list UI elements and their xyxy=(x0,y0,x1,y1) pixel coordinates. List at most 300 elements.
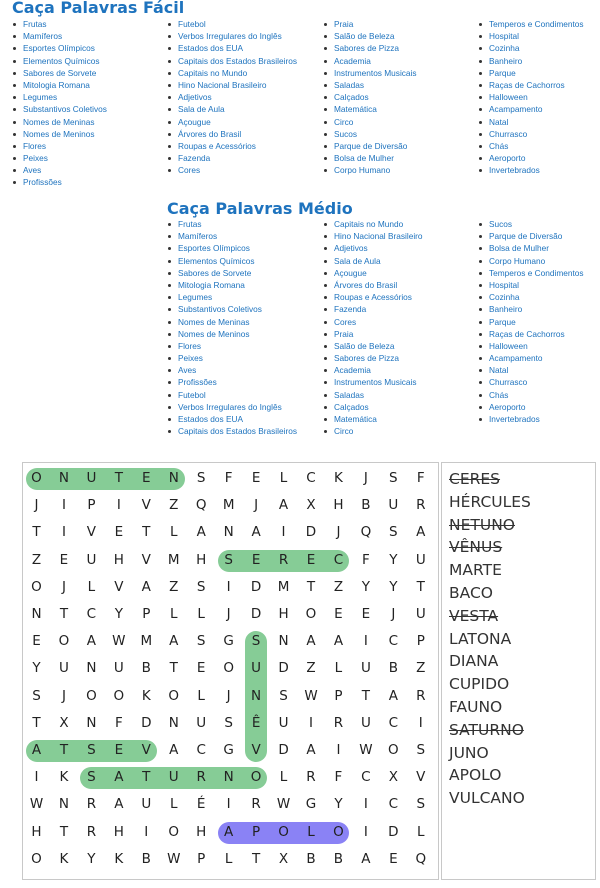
medium-link-flores[interactable]: Flores xyxy=(166,340,297,352)
letter-cell[interactable]: K xyxy=(59,850,69,867)
letter-cell[interactable]: M xyxy=(167,551,180,568)
letter-cell[interactable]: H xyxy=(278,606,289,622)
letter-cell[interactable]: A xyxy=(196,524,206,541)
letter-cell[interactable]: K xyxy=(114,850,124,867)
letter-cell[interactable]: O xyxy=(305,606,317,622)
letter-cell[interactable]: I xyxy=(61,524,66,541)
letter-cell[interactable]: P xyxy=(416,633,425,650)
easy-link-cores[interactable]: Cores xyxy=(166,164,297,176)
medium-link-saladas[interactable]: Saladas xyxy=(322,389,423,401)
letter-cell[interactable]: K xyxy=(334,470,343,486)
easy-link-instrumentos-musicais[interactable]: Instrumentos Musicais xyxy=(322,67,417,79)
letter-cell[interactable]: L xyxy=(417,823,425,840)
letter-cell[interactable]: V xyxy=(141,551,151,568)
letter-cell[interactable]: O xyxy=(58,633,70,650)
medium-link-matematica[interactable]: Matemática xyxy=(322,413,423,425)
letter-cell[interactable]: E xyxy=(334,606,343,622)
letter-cell[interactable]: Q xyxy=(195,497,207,514)
letter-cell[interactable]: L xyxy=(279,769,288,786)
letter-cell[interactable]: U xyxy=(196,714,207,731)
easy-link-parque-de-diversao[interactable]: Parque de Diversão xyxy=(322,140,417,152)
medium-link-natal[interactable]: Natal xyxy=(477,364,584,376)
letter-cell[interactable]: E xyxy=(114,524,124,541)
easy-link-cozinha[interactable]: Cozinha xyxy=(477,42,584,54)
letter-cell[interactable]: W xyxy=(359,742,373,758)
letter-cell[interactable]: H xyxy=(196,551,207,568)
letter-cell[interactable]: J xyxy=(226,606,231,622)
easy-link-adjetivos[interactable]: Adjetivos xyxy=(166,91,297,103)
letter-cell[interactable]: R xyxy=(278,551,289,568)
letter-cell[interactable]: O xyxy=(223,660,234,677)
letter-cell[interactable]: Y xyxy=(87,850,96,867)
easy-link-circo[interactable]: Circo xyxy=(322,116,417,128)
letter-cell[interactable]: U xyxy=(360,660,371,677)
letter-cell[interactable]: J xyxy=(391,606,396,622)
medium-link-circo[interactable]: Circo xyxy=(322,425,423,437)
letter-cell[interactable]: F xyxy=(416,470,425,486)
letter-cell[interactable]: F xyxy=(334,769,343,786)
letter-cell[interactable]: E xyxy=(361,606,371,622)
easy-link-calcados[interactable]: Calçados xyxy=(322,91,417,103)
letter-cell[interactable]: S xyxy=(87,742,96,758)
letter-cell[interactable]: S xyxy=(389,524,398,541)
letter-cell[interactable]: J xyxy=(363,470,368,486)
medium-link-temperos-e-condimentos[interactable]: Temperos e Condimentos xyxy=(477,267,584,279)
easy-link-praia[interactable]: Praia xyxy=(322,18,417,30)
easy-link-capitais-no-mundo[interactable]: Capitais no Mundo xyxy=(166,67,297,79)
letter-cell[interactable]: U xyxy=(360,714,371,731)
medium-link-parque-de-diversao[interactable]: Parque de Diversão xyxy=(477,230,584,242)
letter-cell[interactable]: E xyxy=(306,551,316,568)
letter-cell[interactable]: K xyxy=(59,769,69,786)
letter-cell[interactable]: P xyxy=(334,687,343,704)
letter-cell[interactable]: Y xyxy=(389,578,398,595)
medium-link-banheiro[interactable]: Banheiro xyxy=(477,303,584,315)
easy-link-salao-de-beleza[interactable]: Salão de Beleza xyxy=(322,30,417,42)
letter-cell[interactable]: O xyxy=(31,850,42,867)
letter-cell[interactable]: B xyxy=(141,660,151,677)
letter-cell[interactable]: P xyxy=(197,850,206,867)
letter-cell[interactable]: U xyxy=(86,470,97,486)
letter-cell[interactable]: V xyxy=(416,769,426,786)
letter-cell[interactable]: L xyxy=(87,578,96,595)
medium-link-fazenda[interactable]: Fazenda xyxy=(322,303,423,315)
medium-link-futebol[interactable]: Futebol xyxy=(166,389,297,401)
letter-cell[interactable]: X xyxy=(278,850,289,867)
letter-cell[interactable]: J xyxy=(61,687,66,704)
easy-link-aeroporto[interactable]: Aeroporto xyxy=(477,152,584,164)
letter-cell[interactable]: A xyxy=(278,497,289,514)
letter-cell[interactable]: Y xyxy=(361,578,371,595)
easy-link-bolsa-de-mulher[interactable]: Bolsa de Mulher xyxy=(322,152,417,164)
medium-link-sucos[interactable]: Sucos xyxy=(477,218,584,230)
medium-link-instrumentos-musicais[interactable]: Instrumentos Musicais xyxy=(322,376,423,388)
easy-link-temperos-e-condimentos[interactable]: Temperos e Condimentos xyxy=(477,18,584,30)
medium-link-verbos-irregulares-do-ingles[interactable]: Verbos Irregulares do Inglês xyxy=(166,401,297,413)
medium-link-mitologia-romana[interactable]: Mitologia Romana xyxy=(166,279,297,291)
medium-link-peixes[interactable]: Peixes xyxy=(166,352,297,364)
letter-cell[interactable]: E xyxy=(389,850,398,867)
letter-cell[interactable]: U xyxy=(415,606,426,622)
letter-cell[interactable]: A xyxy=(251,524,261,541)
easy-link-aves[interactable]: Aves xyxy=(11,164,107,176)
easy-link-matematica[interactable]: Matemática xyxy=(322,103,417,115)
medium-link-sabores-de-sorvete[interactable]: Sabores de Sorvete xyxy=(166,267,297,279)
letter-cell[interactable]: A xyxy=(306,633,316,650)
letter-cell[interactable]: E xyxy=(251,551,261,568)
easy-link-banheiro[interactable]: Banheiro xyxy=(477,55,584,67)
letter-cell[interactable]: I xyxy=(309,714,313,731)
letter-cell[interactable]: W xyxy=(167,850,181,867)
letter-cell[interactable]: L xyxy=(169,606,178,622)
easy-link-esportes-olimpicos[interactable]: Esportes Olímpicos xyxy=(11,42,107,54)
letter-cell[interactable]: Q xyxy=(360,524,372,541)
medium-link-esportes-olimpicos[interactable]: Esportes Olímpicos xyxy=(166,242,297,254)
easy-link-frutas[interactable]: Frutas xyxy=(11,18,107,30)
letter-cell[interactable]: T xyxy=(32,714,41,731)
letter-cell[interactable]: N xyxy=(223,524,234,541)
medium-link-nomes-de-meninos[interactable]: Nomes de Meninos xyxy=(166,328,297,340)
medium-link-legumes[interactable]: Legumes xyxy=(166,291,297,303)
medium-link-cozinha[interactable]: Cozinha xyxy=(477,291,584,303)
medium-link-academia[interactable]: Academia xyxy=(322,364,423,376)
letter-cell[interactable]: N xyxy=(278,633,289,650)
easy-link-fazenda[interactable]: Fazenda xyxy=(166,152,297,164)
letter-cell[interactable]: U xyxy=(141,796,152,813)
letter-cell[interactable]: W xyxy=(112,633,126,650)
easy-link-verbos-irregulares-do-ingles[interactable]: Verbos Irregulares do Inglês xyxy=(166,30,297,42)
letter-cell[interactable]: U xyxy=(113,660,124,677)
easy-link-hino-nacional-brasileiro[interactable]: Hino Nacional Brasileiro xyxy=(166,79,297,91)
letter-cell[interactable]: D xyxy=(278,660,289,677)
letter-cell[interactable]: Z xyxy=(333,578,344,595)
letter-cell[interactable]: N xyxy=(223,769,234,786)
medium-link-corpo-humano[interactable]: Corpo Humano xyxy=(477,255,584,267)
letter-cell[interactable]: I xyxy=(226,796,231,813)
letter-cell[interactable]: N xyxy=(251,687,262,704)
letter-cell[interactable]: T xyxy=(306,578,316,595)
letter-cell[interactable]: L xyxy=(307,823,315,840)
easy-link-chas[interactable]: Chás xyxy=(477,140,584,152)
medium-link-salao-de-beleza[interactable]: Salão de Beleza xyxy=(322,340,423,352)
letter-cell[interactable]: V xyxy=(141,497,151,514)
medium-link-acampamento[interactable]: Acampamento xyxy=(477,352,584,364)
letter-cell[interactable]: B xyxy=(388,660,398,677)
easy-link-flores[interactable]: Flores xyxy=(11,140,107,152)
letter-cell[interactable]: R xyxy=(416,497,426,514)
letter-cell[interactable]: D xyxy=(141,714,152,731)
medium-link-nomes-de-meninas[interactable]: Nomes de Meninas xyxy=(166,316,297,328)
letter-cell[interactable]: L xyxy=(197,687,205,704)
letter-cell[interactable]: H xyxy=(113,551,124,568)
letter-cell[interactable]: H xyxy=(333,497,344,514)
letter-cell[interactable]: N xyxy=(58,796,69,813)
easy-link-saladas[interactable]: Saladas xyxy=(322,79,417,91)
medium-link-acougue[interactable]: Açougue xyxy=(322,267,423,279)
letter-cell[interactable]: S xyxy=(196,470,206,486)
easy-link-arvores-do-brasil[interactable]: Árvores do Brasil xyxy=(166,128,297,140)
letter-cell[interactable]: L xyxy=(197,606,205,622)
medium-link-sabores-de-pizza[interactable]: Sabores de Pizza xyxy=(322,352,423,364)
medium-link-substantivos-coletivos[interactable]: Substantivos Coletivos xyxy=(166,303,297,315)
letter-cell[interactable]: Z xyxy=(416,660,426,677)
letter-cell[interactable]: U xyxy=(251,660,262,677)
easy-link-acampamento[interactable]: Acampamento xyxy=(477,103,584,115)
letter-cell[interactable]: A xyxy=(86,633,97,650)
letter-cell[interactable]: T xyxy=(169,660,178,677)
letter-cell[interactable]: D xyxy=(388,823,399,840)
letter-cell[interactable]: G xyxy=(223,633,234,650)
letter-cell[interactable]: S xyxy=(251,633,261,650)
letter-cell[interactable]: Y xyxy=(32,660,41,677)
letter-cell[interactable]: S xyxy=(224,714,233,731)
letter-cell[interactable]: C xyxy=(333,551,344,568)
easy-link-sabores-de-sorvete[interactable]: Sabores de Sorvete xyxy=(11,67,107,79)
easy-link-legumes[interactable]: Legumes xyxy=(11,91,107,103)
medium-link-cores[interactable]: Cores xyxy=(322,316,423,328)
easy-link-racas-de-cachorros[interactable]: Raças de Cachorros xyxy=(477,79,584,91)
letter-cell[interactable]: W xyxy=(276,796,291,813)
letter-cell[interactable]: E xyxy=(114,742,124,758)
letter-cell[interactable]: X xyxy=(59,714,69,731)
letter-cell[interactable]: J xyxy=(226,687,231,704)
letter-cell[interactable]: O xyxy=(31,578,42,595)
medium-link-hino-nacional-brasileiro[interactable]: Hino Nacional Brasileiro xyxy=(322,230,423,242)
letter-cell[interactable]: W xyxy=(29,796,44,813)
letter-cell[interactable]: J xyxy=(336,524,341,541)
letter-cell[interactable]: H xyxy=(31,823,42,840)
medium-link-adjetivos[interactable]: Adjetivos xyxy=(322,242,423,254)
letter-cell[interactable]: M xyxy=(277,578,290,595)
letter-cell[interactable]: É xyxy=(196,796,206,813)
letter-cell[interactable]: P xyxy=(87,497,96,514)
letter-cell[interactable]: A xyxy=(361,850,371,867)
medium-link-elementos-quimicos[interactable]: Elementos Químicos xyxy=(166,255,297,267)
letter-cell[interactable]: O xyxy=(333,823,344,840)
letter-cell[interactable]: I xyxy=(418,714,423,731)
letter-cell[interactable]: Ê xyxy=(251,714,261,731)
letter-cell[interactable]: O xyxy=(388,742,399,758)
easy-link-futebol[interactable]: Futebol xyxy=(166,18,297,30)
easy-link-elementos-quimicos[interactable]: Elementos Químicos xyxy=(11,55,107,67)
letter-cell[interactable]: P xyxy=(142,606,151,622)
letter-cell[interactable]: L xyxy=(169,524,178,541)
letter-cell[interactable]: N xyxy=(86,714,97,731)
letter-cell[interactable]: E xyxy=(32,633,41,650)
letter-cell[interactable]: D xyxy=(305,524,317,541)
easy-link-parque[interactable]: Parque xyxy=(477,67,584,79)
letter-cell[interactable]: Z xyxy=(306,660,316,677)
letter-cell[interactable]: T xyxy=(59,606,69,622)
medium-link-capitais-no-mundo[interactable]: Capitais no Mundo xyxy=(322,218,423,230)
letter-cell[interactable]: A xyxy=(114,769,124,786)
letter-cell[interactable]: A xyxy=(388,687,398,704)
easy-link-hospital[interactable]: Hospital xyxy=(477,30,584,42)
letter-cell[interactable]: D xyxy=(250,606,262,622)
letter-cell[interactable]: H xyxy=(196,823,207,840)
letter-cell[interactable]: S xyxy=(416,796,426,813)
letter-cell[interactable]: C xyxy=(388,796,399,813)
letter-cell[interactable]: R xyxy=(306,769,316,786)
letter-cell[interactable]: L xyxy=(169,796,178,813)
letter-cell[interactable]: I xyxy=(281,524,286,541)
medium-link-calcados[interactable]: Calçados xyxy=(322,401,423,413)
letter-cell[interactable]: A xyxy=(224,823,234,840)
letter-cell[interactable]: Z xyxy=(169,497,179,514)
letter-cell[interactable]: U xyxy=(388,497,399,514)
letter-cell[interactable]: S xyxy=(196,633,206,650)
letter-cell[interactable]: I xyxy=(363,823,368,840)
easy-link-sala-de-aula[interactable]: Sala de Aula xyxy=(166,103,297,115)
letter-cell[interactable]: O xyxy=(86,687,97,704)
easy-link-nomes-de-meninos[interactable]: Nomes de Meninos xyxy=(11,128,107,140)
letter-cell[interactable]: B xyxy=(141,850,151,867)
medium-link-mamiferos[interactable]: Mamíferos xyxy=(166,230,297,242)
medium-link-aves[interactable]: Aves xyxy=(166,364,297,376)
letter-cell[interactable]: E xyxy=(251,470,261,486)
letter-cell[interactable]: I xyxy=(144,823,149,840)
easy-link-churrasco[interactable]: Churrasco xyxy=(477,128,584,140)
letter-cell[interactable]: X xyxy=(306,497,316,514)
letter-cell[interactable]: B xyxy=(333,850,344,867)
letter-cell[interactable]: O xyxy=(31,470,42,486)
letter-cell[interactable]: V xyxy=(114,578,124,595)
letter-cell[interactable]: T xyxy=(59,742,69,758)
letter-cell[interactable]: T xyxy=(142,524,151,541)
letter-cell[interactable]: A xyxy=(416,524,426,541)
letter-cell[interactable]: N xyxy=(58,470,69,486)
medium-link-aeroporto[interactable]: Aeroporto xyxy=(477,401,584,413)
medium-link-sala-de-aula[interactable]: Sala de Aula xyxy=(322,255,423,267)
easy-link-capitais-dos-estados-brasileiros[interactable]: Capitais dos Estados Brasileiros xyxy=(166,55,297,67)
easy-link-academia[interactable]: Academia xyxy=(322,55,417,67)
letter-cell[interactable]: N xyxy=(168,714,179,731)
letter-cell[interactable]: I xyxy=(116,497,121,514)
letter-cell[interactable]: Q xyxy=(415,850,427,867)
easy-link-roupas-e-acessorios[interactable]: Roupas e Acessórios xyxy=(166,140,297,152)
letter-cell[interactable]: U xyxy=(278,714,289,731)
letter-cell[interactable]: M xyxy=(222,497,235,514)
letter-cell[interactable]: L xyxy=(334,660,343,677)
letter-cell[interactable]: L xyxy=(279,470,288,486)
letter-cell[interactable]: E xyxy=(142,470,151,486)
medium-link-estados-dos-eua[interactable]: Estados dos EUA xyxy=(166,413,297,425)
easy-link-corpo-humano[interactable]: Corpo Humano xyxy=(322,164,417,176)
letter-cell[interactable]: A xyxy=(306,742,316,758)
letter-grid[interactable] xyxy=(23,463,438,879)
medium-link-profissoes[interactable]: Profissões xyxy=(166,376,297,388)
letter-cell[interactable]: I xyxy=(34,769,39,786)
letter-cell[interactable]: G xyxy=(305,796,317,813)
letter-cell[interactable]: N xyxy=(86,660,97,677)
letter-cell[interactable]: N xyxy=(168,470,179,486)
letter-cell[interactable]: C xyxy=(86,606,97,622)
letter-cell[interactable]: T xyxy=(114,470,123,486)
letter-cell[interactable]: U xyxy=(58,660,69,677)
medium-link-parque[interactable]: Parque xyxy=(477,316,584,328)
letter-cell[interactable]: H xyxy=(113,823,124,840)
letter-cell[interactable]: D xyxy=(278,742,289,758)
letter-cell[interactable]: Z xyxy=(31,551,42,568)
letter-cell[interactable]: P xyxy=(252,823,261,840)
medium-link-racas-de-cachorros[interactable]: Raças de Cachorros xyxy=(477,328,584,340)
letter-cell[interactable]: C xyxy=(196,742,206,758)
letter-cell[interactable]: J xyxy=(61,578,66,595)
letter-cell[interactable]: U xyxy=(415,551,426,568)
easy-link-halloween[interactable]: Halloween xyxy=(477,91,584,103)
medium-link-bolsa-de-mulher[interactable]: Bolsa de Mulher xyxy=(477,242,584,254)
letter-cell[interactable]: O xyxy=(113,687,125,704)
letter-cell[interactable]: Y xyxy=(389,551,398,568)
letter-cell[interactable]: C xyxy=(361,769,371,786)
letter-cell[interactable]: F xyxy=(114,714,123,731)
letter-cell[interactable]: A xyxy=(31,742,42,758)
letter-cell[interactable]: T xyxy=(361,687,371,704)
letter-cell[interactable]: X xyxy=(388,769,398,786)
letter-cell[interactable]: L xyxy=(224,850,233,867)
letter-cell[interactable]: R xyxy=(196,769,206,786)
letter-cell[interactable]: Y xyxy=(114,606,123,622)
medium-link-capitais-dos-estados-brasileiros[interactable]: Capitais dos Estados Brasileiros xyxy=(166,425,297,437)
letter-cell[interactable]: E xyxy=(196,660,206,677)
medium-link-halloween[interactable]: Halloween xyxy=(477,340,584,352)
letter-cell[interactable]: S xyxy=(87,769,96,786)
letter-cell[interactable]: C xyxy=(306,470,316,486)
letter-cell[interactable]: S xyxy=(32,687,41,704)
letter-cell[interactable]: A xyxy=(114,796,124,813)
letter-cell[interactable]: O xyxy=(168,687,180,704)
medium-link-invertebrados[interactable]: Invertebrados xyxy=(477,413,584,425)
letter-cell[interactable]: T xyxy=(142,769,151,786)
letter-cell[interactable]: J xyxy=(34,497,39,514)
easy-link-mamiferos[interactable]: Mamíferos xyxy=(11,30,107,42)
letter-cell[interactable]: S xyxy=(224,551,233,568)
medium-link-praia[interactable]: Praia xyxy=(322,328,423,340)
letter-cell[interactable]: A xyxy=(333,633,344,650)
easy-link-mitologia-romana[interactable]: Mitologia Romana xyxy=(11,79,107,91)
easy-link-estados-dos-eua[interactable]: Estados dos EUA xyxy=(166,42,297,54)
letter-cell[interactable]: A xyxy=(169,742,179,758)
letter-cell[interactable]: O xyxy=(278,823,289,840)
easy-link-profissoes[interactable]: Profissões xyxy=(11,176,107,188)
letter-cell[interactable]: W xyxy=(304,687,318,704)
letter-cell[interactable]: S xyxy=(416,742,426,758)
medium-link-chas[interactable]: Chás xyxy=(477,389,584,401)
letter-cell[interactable]: S xyxy=(279,687,288,704)
letter-cell[interactable]: A xyxy=(169,633,179,650)
letter-cell[interactable]: G xyxy=(223,742,234,758)
letter-cell[interactable]: S xyxy=(196,578,206,595)
medium-link-roupas-e-acessorios[interactable]: Roupas e Acessórios xyxy=(322,291,423,303)
letter-cell[interactable]: B xyxy=(361,497,371,514)
letter-cell[interactable]: F xyxy=(362,551,370,568)
letter-cell[interactable]: V xyxy=(86,524,97,541)
letter-cell[interactable]: K xyxy=(141,687,151,704)
letter-cell[interactable]: R xyxy=(416,687,426,704)
letter-cell[interactable]: V xyxy=(251,742,261,758)
easy-link-acougue[interactable]: Açougue xyxy=(166,116,297,128)
letter-cell[interactable]: T xyxy=(32,524,41,541)
letter-cell[interactable]: T xyxy=(416,578,425,595)
easy-link-sabores-de-pizza[interactable]: Sabores de Pizza xyxy=(322,42,417,54)
letter-cell[interactable]: T xyxy=(59,823,69,840)
letter-cell[interactable]: N xyxy=(31,606,42,622)
letter-cell[interactable]: I xyxy=(61,497,66,514)
letter-cell[interactable]: C xyxy=(388,633,399,650)
easy-link-natal[interactable]: Natal xyxy=(477,116,584,128)
letter-cell[interactable]: I xyxy=(226,578,231,595)
medium-link-arvores-do-brasil[interactable]: Árvores do Brasil xyxy=(322,279,423,291)
